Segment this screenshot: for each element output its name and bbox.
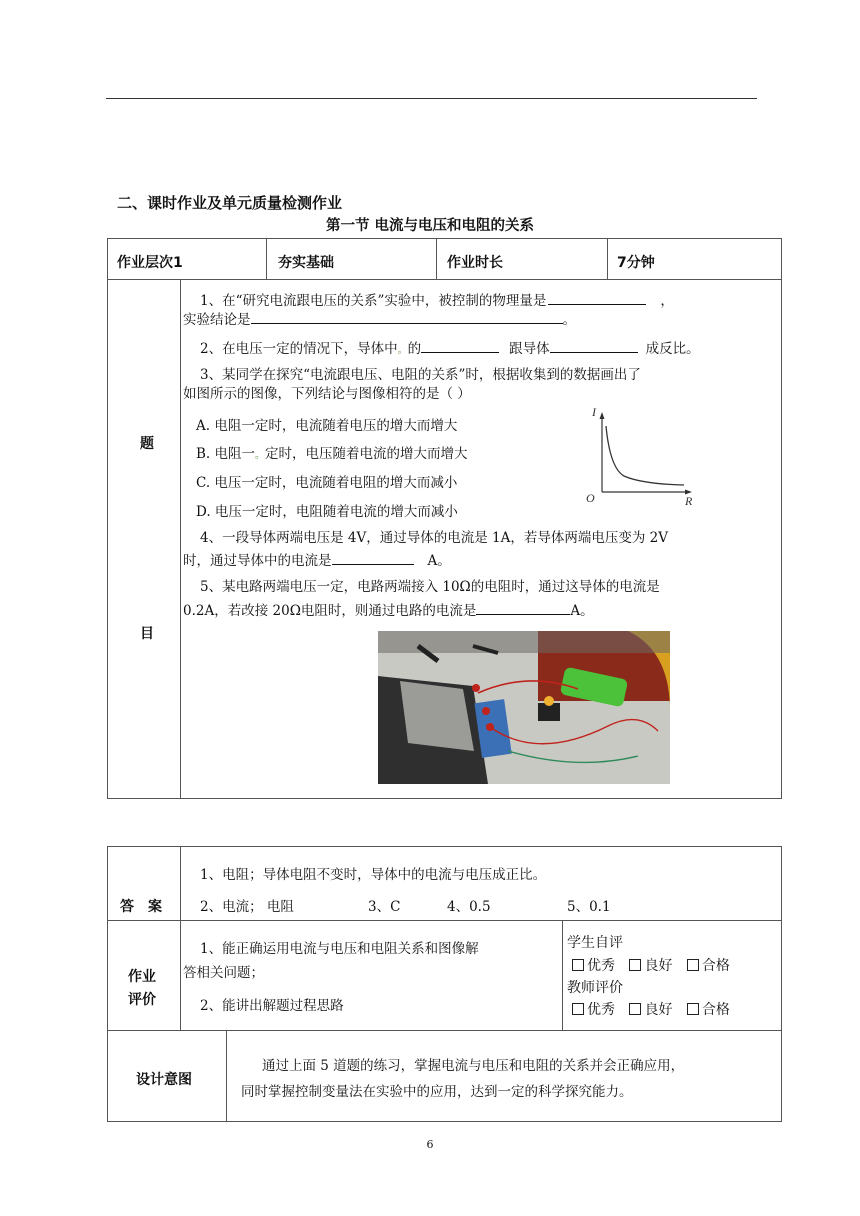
option-c: C. 电压一定时，电流随着电阻的增大而减小: [196, 475, 458, 491]
checkbox-pass[interactable]: [687, 1003, 699, 1015]
self-eval-options: 优秀 良好 合格: [572, 957, 730, 975]
option-a: A. 电阻一定时，电流随着电压的增大而增大: [196, 418, 458, 434]
question-1-line-2: 实验结论是 。: [183, 309, 576, 329]
checkbox-good[interactable]: [629, 1003, 641, 1015]
current-resistance-graph: [580, 402, 700, 507]
section-title: 二、课时作业及单元质量检测作业: [117, 194, 343, 212]
option-b: B. 电阻一。定时，电压随着电流的增大而增大: [196, 446, 468, 462]
answer-line-1: 1、电阻；导体电阻不变时，导体中的电流与电压成正比。: [200, 867, 547, 883]
question-3-line-2: 如图所示的图像，下列结论与图像相符的是（ ）: [183, 386, 471, 402]
evaluation-label-1: 作业: [128, 969, 156, 985]
page-number: 6: [426, 1138, 434, 1151]
question-1-line-1: 1、在“研究电流跟电压的关系”实验中，被控制的物理量是 ，: [200, 290, 674, 310]
design-intent-line-2: 同时掌握控制变量法在实验中的应用，达到一定的科学探究能力。: [241, 1084, 633, 1100]
answer-label: 答 案: [120, 899, 162, 915]
answer-table: [107, 846, 782, 1122]
teacher-eval-options: 优秀 良好 合格: [572, 1001, 730, 1019]
question-2: 2、在电压一定的情况下，导体中。的 跟导体 成反比。: [200, 338, 700, 360]
side-label-mu: 目: [140, 626, 154, 642]
checkbox-good[interactable]: [629, 959, 641, 971]
header-rule: [106, 98, 757, 99]
design-intent-line-1: 通过上面 5 道题的练习，掌握电流与电压和电阻的关系并会正确应用，: [262, 1058, 685, 1074]
answer-line-2: 2、电流； 电阻 3、C 4、0.5 5、0.1: [200, 899, 611, 915]
design-intent-label: 设计意图: [136, 1072, 192, 1088]
time-label: 作业时长: [447, 255, 503, 271]
time-value: 7分钟: [617, 255, 655, 271]
question-5-line-1: 5、某电路两端电压一定，电路两端接入 10Ω的电阻时，通过这导体的电流是: [200, 579, 660, 595]
question-5-line-2: 0.2A，若改接 20Ω电阻时，则通过电路的电流是 A。: [183, 600, 594, 620]
question-3-line-1: 3、某同学在探究“电流跟电压、电阻的关系”时，根据收集到的数据画出了: [200, 367, 641, 383]
evaluation-label-2: 评价: [128, 992, 156, 1008]
question-4-line-2: 时，通过导体中的电流是 A。: [183, 550, 451, 570]
lesson-title: 第一节 电流与电压和电阻的关系: [325, 218, 535, 234]
graph-x-label: R: [685, 494, 693, 507]
graph-y-label: I: [592, 405, 596, 419]
checkbox-pass[interactable]: [687, 959, 699, 971]
level-label: 作业层次1: [117, 255, 183, 271]
circuit-experiment-photo: [378, 631, 670, 784]
side-label-ti: 题: [140, 436, 154, 452]
level-value: 夯实基础: [278, 255, 334, 271]
question-4-line-1: 4、一段导体两端电压是 4V，通过导体的电流是 1A，若导体两端电压变为 2V: [200, 530, 668, 546]
evaluation-line-2: 答相关问题；: [183, 965, 264, 981]
option-d: D. 电压一定时，电阻随着电流的增大而减小: [196, 504, 458, 520]
checkbox-excellent[interactable]: [572, 959, 584, 971]
checkbox-excellent[interactable]: [572, 1003, 584, 1015]
graph-origin-label: O: [586, 491, 595, 505]
evaluation-line-3: 2、能讲出解题过程思路: [200, 998, 344, 1014]
self-eval-label: 学生自评: [567, 935, 623, 951]
evaluation-line-1: 1、能正确运用电流与电压和电阻关系和图像解: [200, 941, 479, 957]
teacher-eval-label: 教师评价: [567, 980, 623, 996]
